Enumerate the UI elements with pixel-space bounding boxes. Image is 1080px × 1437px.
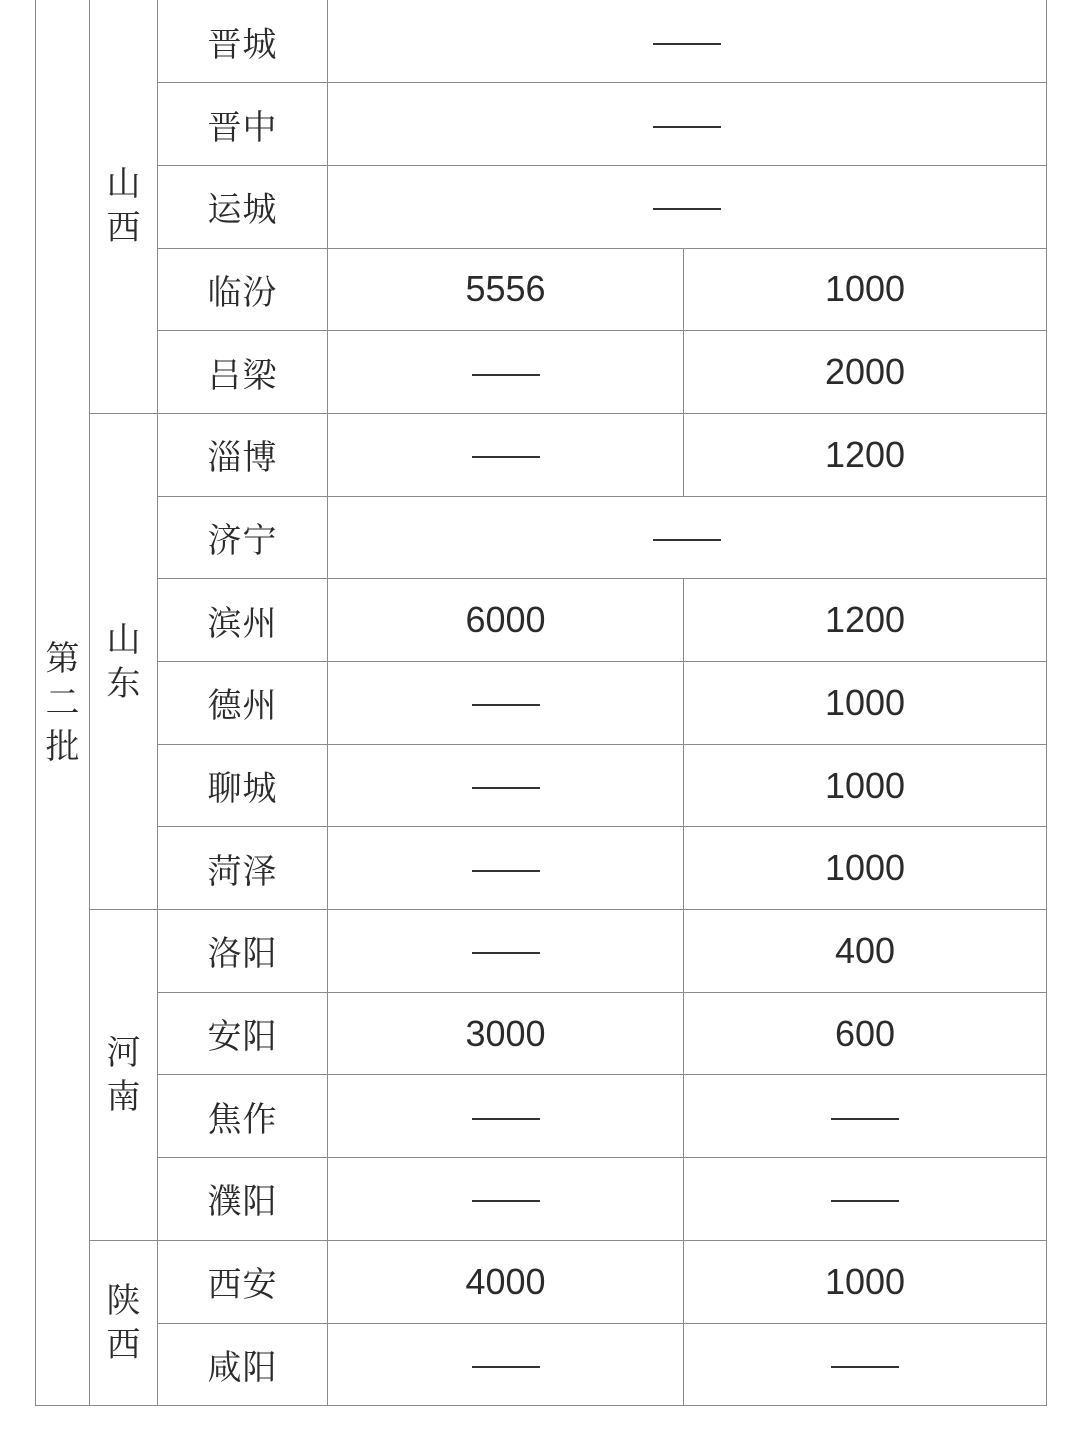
city-cell: 菏泽 [158, 827, 328, 910]
table-row [36, 1240, 1047, 1323]
cell-value: 2000 [824, 351, 906, 393]
value-a-cell [328, 744, 684, 827]
dash-mark [831, 1118, 899, 1120]
value-a-cell [328, 1075, 684, 1158]
value-b-cell [684, 827, 1047, 910]
city-cell: 聊城 [158, 744, 328, 827]
value-b-cell [684, 662, 1047, 745]
province-label: 山西 [106, 165, 141, 248]
value-a-cell [328, 331, 684, 414]
value-b-cell [684, 1075, 1047, 1158]
cell-value: 5556 [465, 268, 546, 310]
dash-mark [472, 870, 540, 872]
table-row [36, 83, 1047, 166]
table-row [36, 248, 1047, 331]
dash-mark [653, 126, 721, 128]
province-cell [90, 413, 158, 909]
value-a-cell [328, 662, 684, 745]
merged-value-cell [328, 0, 1047, 83]
dash-mark [653, 539, 721, 541]
merged-value-cell [328, 83, 1047, 166]
city-cell: 临汾 [158, 248, 328, 331]
table-row [36, 827, 1047, 910]
value-a-cell [328, 992, 684, 1075]
cell-value: 1000 [824, 847, 906, 889]
merged-value-cell [328, 496, 1047, 579]
dash-mark [472, 1200, 540, 1202]
city-cell: 济宁 [158, 496, 328, 579]
value-a-cell [328, 827, 684, 910]
dash-mark [472, 1366, 540, 1368]
province-cell [90, 910, 158, 1241]
table-row [36, 579, 1047, 662]
value-a-cell [328, 1323, 684, 1406]
table-row [36, 744, 1047, 827]
value-b-cell [684, 579, 1047, 662]
value-b-cell [684, 248, 1047, 331]
city-cell: 运城 [158, 165, 328, 248]
table-row [36, 331, 1047, 414]
value-a-cell [328, 1158, 684, 1241]
city-cell: 西安 [158, 1240, 328, 1323]
city-cell: 洛阳 [158, 910, 328, 993]
value-a-cell [328, 579, 684, 662]
table-row [36, 1158, 1047, 1241]
table-row [36, 496, 1047, 579]
dash-mark [472, 374, 540, 376]
value-a-cell [328, 910, 684, 993]
table-row [36, 910, 1047, 993]
value-a-cell [328, 1240, 684, 1323]
table-row [36, 413, 1047, 496]
dash-mark [831, 1366, 899, 1368]
data-table [35, 0, 1047, 1406]
cell-value: 400 [834, 929, 896, 971]
dash-mark [472, 704, 540, 706]
dash-mark [653, 208, 721, 210]
city-cell: 吕梁 [158, 331, 328, 414]
city-cell: 滨州 [158, 579, 328, 662]
table-row [36, 0, 1047, 83]
batch-cell [36, 0, 90, 1406]
city-cell: 咸阳 [158, 1323, 328, 1406]
city-cell: 安阳 [158, 992, 328, 1075]
table-row [36, 1323, 1047, 1406]
value-b-cell [684, 331, 1047, 414]
province-label: 陕西 [106, 1282, 141, 1364]
dash-mark [472, 787, 540, 789]
table-row [36, 165, 1047, 248]
table-body [36, 0, 1047, 1406]
province-label: 河南 [106, 1033, 141, 1116]
cell-value: 1000 [824, 1260, 906, 1302]
table-row [36, 992, 1047, 1075]
value-b-cell [684, 413, 1047, 496]
cell-value: 6000 [465, 599, 546, 641]
city-cell: 濮阳 [158, 1158, 328, 1241]
value-b-cell [684, 1240, 1047, 1323]
cell-value: 1200 [824, 599, 906, 641]
batch-label: 第二批 [45, 639, 80, 766]
province-label: 山东 [106, 620, 141, 703]
cell-value: 600 [834, 1012, 896, 1054]
cell-value: 1000 [824, 764, 906, 806]
value-a-cell [328, 248, 684, 331]
province-cell [90, 1240, 158, 1405]
city-cell: 晋中 [158, 83, 328, 166]
table-row [36, 1075, 1047, 1158]
cell-value: 1000 [824, 681, 906, 723]
value-b-cell [684, 910, 1047, 993]
merged-value-cell [328, 165, 1047, 248]
table-row [36, 662, 1047, 745]
value-b-cell [684, 1323, 1047, 1406]
dash-mark [472, 1118, 540, 1120]
dash-mark [831, 1200, 899, 1202]
cell-value: 3000 [465, 1012, 546, 1054]
city-cell: 焦作 [158, 1075, 328, 1158]
dash-mark [472, 456, 540, 458]
dash-mark [472, 952, 540, 954]
value-b-cell [684, 992, 1047, 1075]
value-b-cell [684, 744, 1047, 827]
city-cell: 淄博 [158, 413, 328, 496]
value-b-cell [684, 1158, 1047, 1241]
cell-value: 1200 [824, 433, 906, 475]
cell-value: 4000 [465, 1260, 546, 1302]
dash-mark [653, 43, 721, 45]
city-cell: 德州 [158, 662, 328, 745]
value-a-cell [328, 413, 684, 496]
cell-value: 1000 [824, 268, 906, 310]
city-cell: 晋城 [158, 0, 328, 83]
province-cell [90, 0, 158, 413]
